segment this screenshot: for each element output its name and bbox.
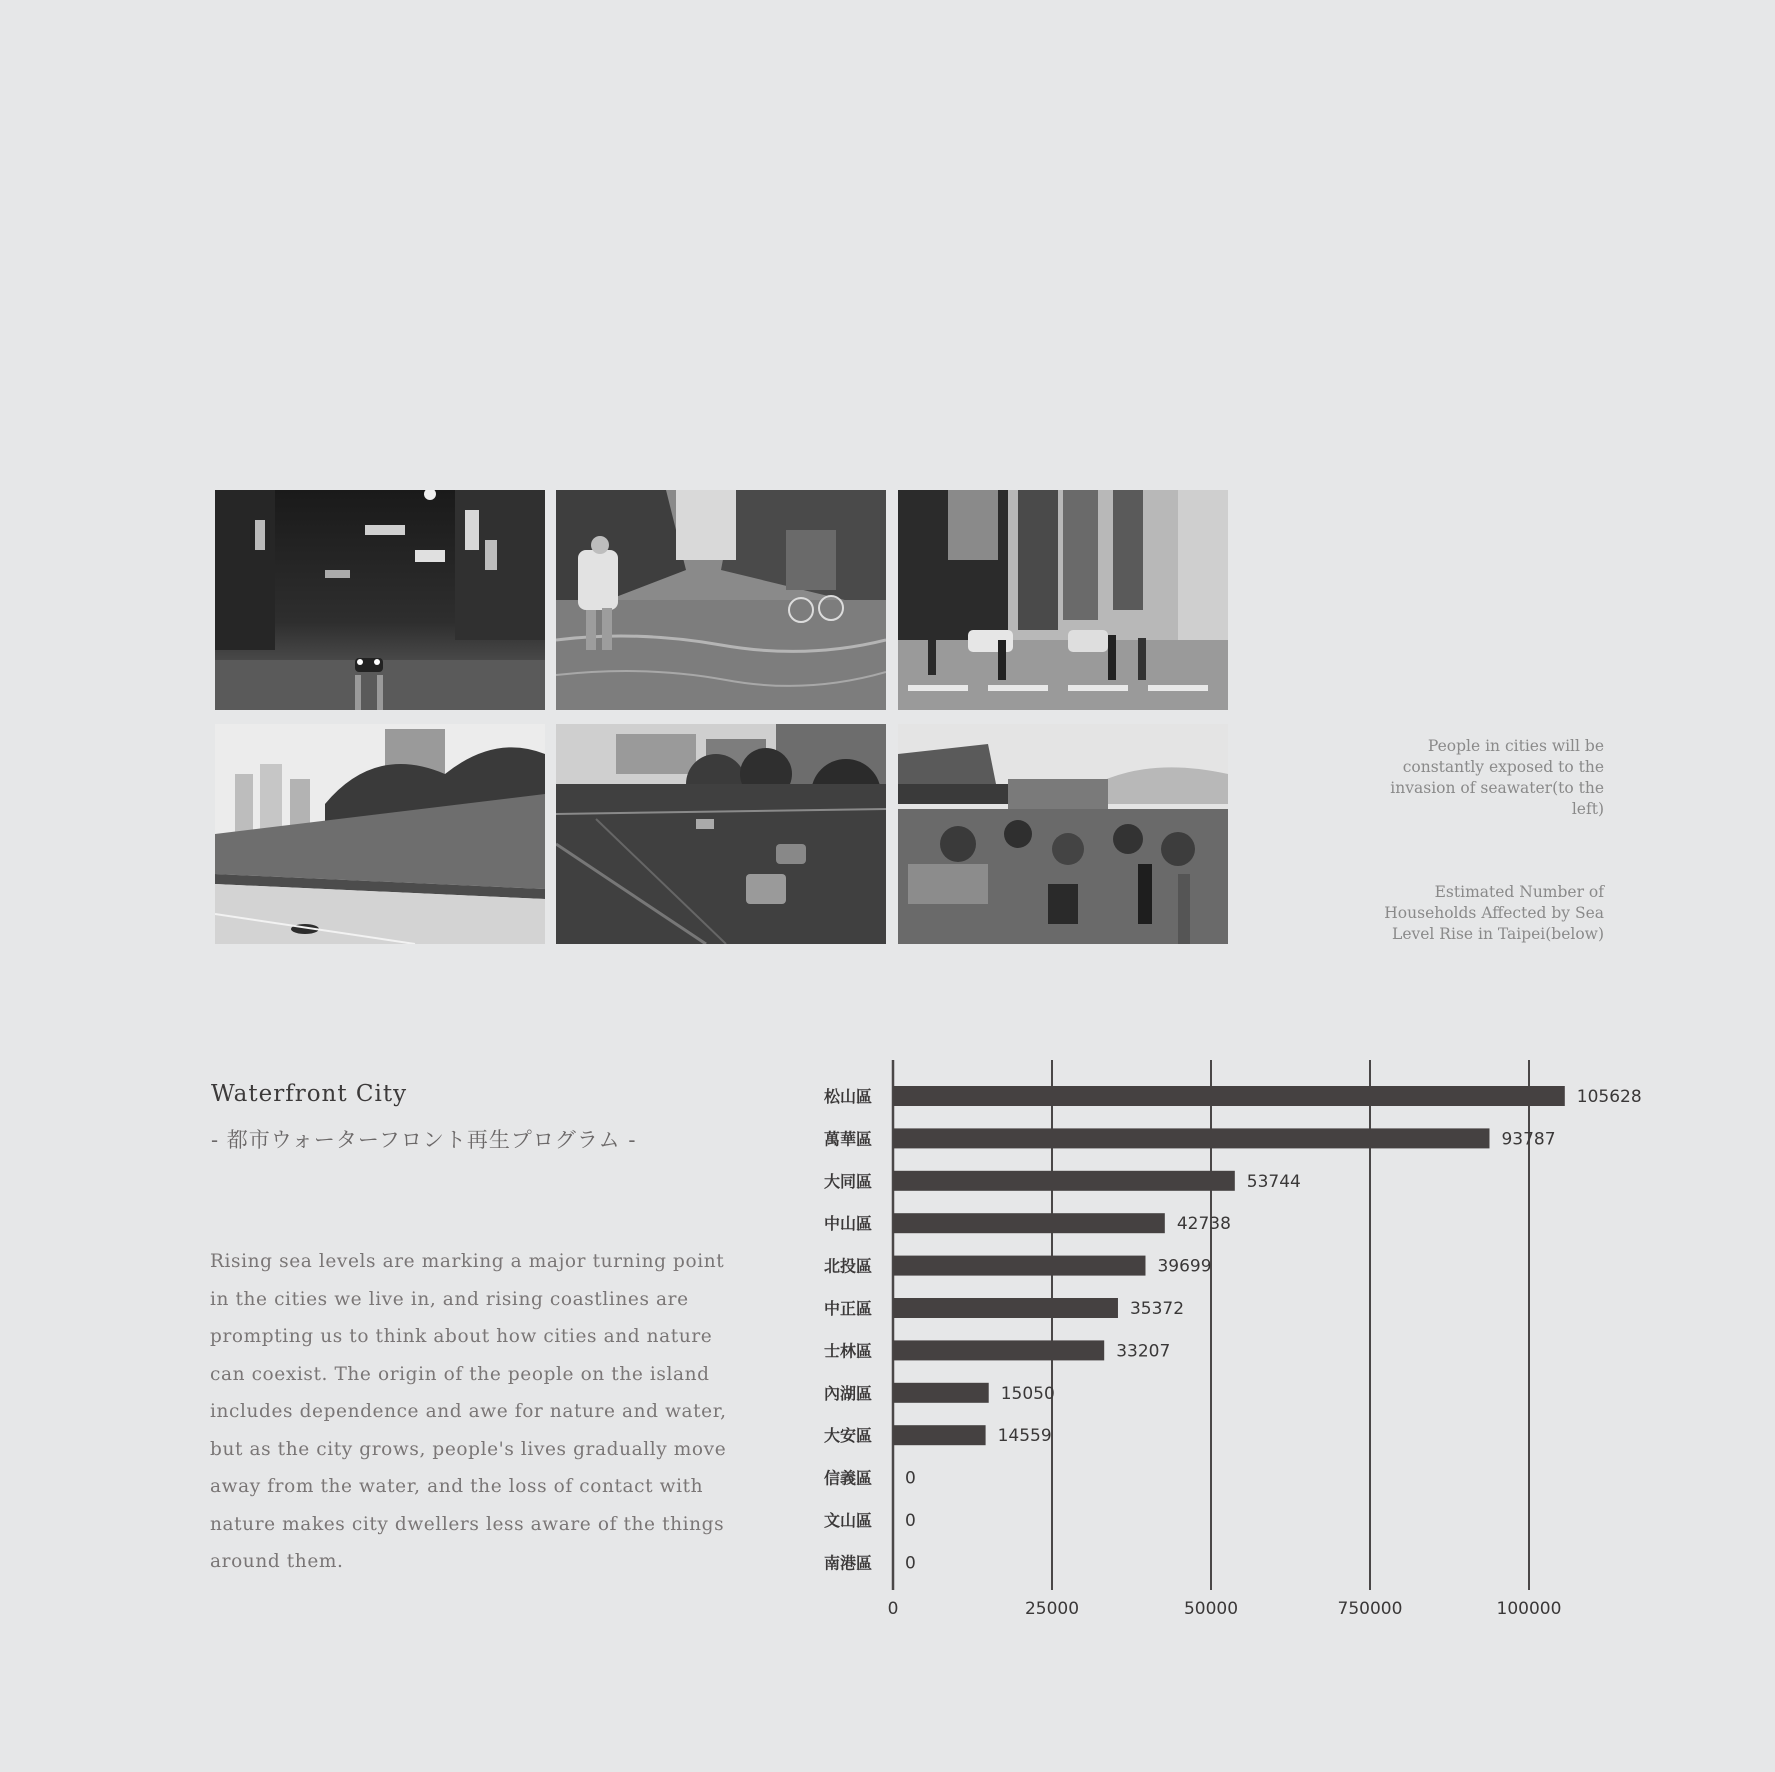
x-tick-label: 25000 — [1024, 1599, 1080, 1619]
x-tick-label: 750000 — [1337, 1599, 1403, 1619]
bar — [893, 1383, 989, 1403]
chart-value-labels — [905, 1087, 1642, 1573]
category-label: 松山區 — [823, 1087, 872, 1106]
value-label: 0 — [905, 1553, 916, 1574]
x-tick-label: 0 — [887, 1599, 899, 1619]
bar — [893, 1425, 986, 1445]
value-label: 0 — [905, 1468, 916, 1489]
value-label: 0 — [905, 1511, 916, 1531]
chart-x-ticks — [888, 1599, 1562, 1619]
value-label: 15050 — [1000, 1383, 1055, 1404]
category-label: 信義區 — [823, 1468, 872, 1488]
category-label: 萬華區 — [823, 1129, 872, 1149]
category-label: 文山區 — [823, 1511, 872, 1530]
category-label: 中山區 — [823, 1214, 872, 1234]
chart-caption: Estimated Number of Households Affected by Sea Level Rise in Taipei(below) — [1384, 883, 1604, 943]
category-label: 北投區 — [823, 1256, 872, 1276]
bar — [893, 1298, 1118, 1318]
value-label: 35372 — [1129, 1299, 1185, 1319]
value-label: 105628 — [1576, 1087, 1642, 1107]
category-label: 士林區 — [823, 1341, 872, 1361]
category-label: 大同區 — [823, 1171, 872, 1191]
body-paragraph: Rising sea levels are marking a major turning point in the cities we live in, and rising coastlines are prompting us to think about how cities and nature can coexist. The origin of the people on the island includes dependence and awe for nature and water, but as the city grows, people's lives gradually move away from the water, and the loss of contact with nature makes city dwellers less aware of the things around them. — [210, 1251, 727, 1572]
category-label: 大安區 — [823, 1426, 872, 1446]
page-title: Waterfront City — [211, 1081, 408, 1107]
x-tick-label: 50000 — [1183, 1599, 1239, 1619]
value-label: 39699 — [1157, 1256, 1212, 1277]
category-label: 中正區 — [823, 1299, 872, 1318]
value-label: 93787 — [1501, 1129, 1556, 1150]
exposure-note: People in cities will be constantly exposed to the invasion of seawater(to the left) — [1390, 737, 1604, 818]
value-label: 33207 — [1116, 1341, 1171, 1362]
bar — [893, 1340, 1104, 1360]
category-label: 內湖區 — [823, 1383, 872, 1403]
value-label: 14559 — [997, 1426, 1052, 1447]
value-label: 53744 — [1246, 1171, 1301, 1192]
bar — [893, 1213, 1165, 1233]
bar — [893, 1086, 1565, 1106]
bar — [893, 1128, 1489, 1148]
category-label: 南港區 — [823, 1553, 872, 1573]
bar — [893, 1256, 1145, 1276]
chart-bars — [893, 1086, 1565, 1445]
x-tick-label: 100000 — [1496, 1599, 1562, 1619]
value-label: 42738 — [1176, 1214, 1231, 1235]
chart-category-labels — [824, 1087, 872, 1572]
bar — [893, 1171, 1235, 1191]
page-subtitle: - 都市ウォーターフロント再生プログラム - — [211, 1128, 637, 1152]
